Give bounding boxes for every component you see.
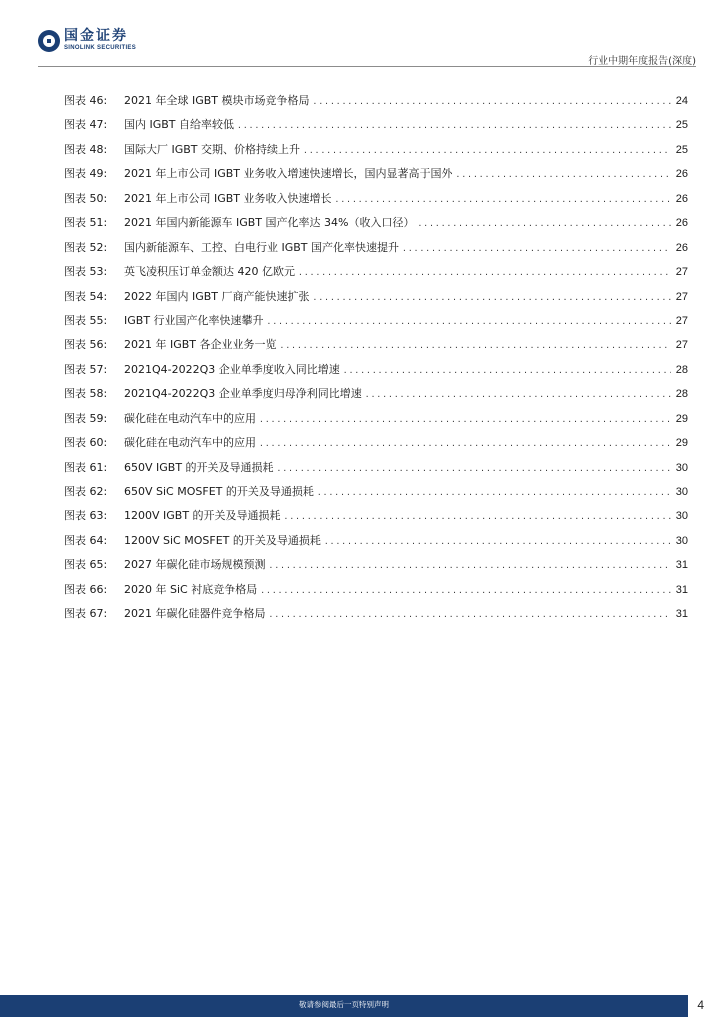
toc-entry-title: 国内新能源车、工控、白电行业 IGBT 国产化率快速提升 <box>124 240 400 254</box>
toc-entry[interactable] <box>64 312 688 336</box>
toc-entry-label: 图表 60: <box>64 436 108 450</box>
figure-list <box>64 92 688 630</box>
toc-leader-dots <box>456 170 671 179</box>
toc-entry-label: 图表 54: <box>64 289 108 303</box>
toc-leader-dots <box>259 415 671 424</box>
toc-entry-label: 图表 48: <box>64 142 108 156</box>
toc-entry-label: 图表 50: <box>64 191 108 205</box>
logo-chinese-name: 国金证券 <box>64 28 128 44</box>
toc-entry-title: 2021 年 IGBT 各企业业务一览 <box>124 338 277 352</box>
toc-entry-page: 27 <box>675 314 688 327</box>
toc-entry-label: 图表 49: <box>64 167 108 181</box>
toc-entry-title: 650V SiC MOSFET 的开关及导通损耗 <box>124 485 314 498</box>
toc-leader-dots <box>324 537 671 546</box>
toc-entry-label: 图表 63: <box>64 509 108 523</box>
toc-entry-page: 26 <box>675 241 688 254</box>
toc-entry-page: 26 <box>675 217 688 230</box>
toc-leader-dots <box>313 293 671 302</box>
toc-entry-page: 30 <box>675 534 688 547</box>
toc-leader-dots <box>267 317 671 326</box>
toc-entry-label: 图表 46: <box>64 94 108 107</box>
toc-entry-page: 27 <box>675 290 688 303</box>
toc-entry-label: 图表 66: <box>64 582 108 596</box>
toc-leader-dots <box>335 195 671 204</box>
toc-leader-dots <box>237 121 671 130</box>
toc-leader-dots <box>269 610 672 619</box>
toc-leader-dots <box>303 146 671 155</box>
toc-entry[interactable] <box>64 263 688 287</box>
toc-entry-title: 2027 年碳化硅市场规模预测 <box>124 558 266 572</box>
toc-leader-dots <box>259 439 671 448</box>
toc-entry-title: 2020 年 SiC 衬底竞争格局 <box>124 582 258 596</box>
toc-entry[interactable] <box>64 141 688 165</box>
toc-entry-label: 图表 57: <box>64 362 108 376</box>
toc-entry-title: 国内 IGBT 自给率较低 <box>124 118 235 132</box>
toc-entry[interactable] <box>64 92 688 116</box>
toc-entry-title: 2021Q4-2022Q3 企业单季度归母净利同比增速 <box>124 387 362 401</box>
toc-entry[interactable] <box>64 165 688 189</box>
toc-entry-label: 图表 67: <box>64 607 108 621</box>
company-logo <box>38 29 136 52</box>
toc-leader-dots <box>280 341 671 350</box>
toc-entry-page: 27 <box>675 266 688 279</box>
toc-entry-title: 英飞凌积压订单金额达 420 亿欧元 <box>124 265 295 279</box>
toc-leader-dots <box>402 244 671 253</box>
toc-leader-dots <box>343 366 671 375</box>
toc-entry[interactable] <box>64 605 688 629</box>
toc-entry-title: 1200V SiC MOSFET 的开关及导通损耗 <box>124 533 321 547</box>
toc-entry-page: 25 <box>675 119 688 132</box>
toc-entry[interactable] <box>64 434 688 458</box>
toc-leader-dots <box>365 390 671 399</box>
toc-entry-page: 26 <box>675 168 688 181</box>
toc-leader-dots <box>277 464 671 473</box>
toc-entry-page: 29 <box>675 412 688 425</box>
toc-entry-title: 2021 年国内新能源车 IGBT 国产化率达 34%（收入口径） <box>124 216 415 230</box>
toc-entry[interactable] <box>64 507 688 531</box>
toc-entry-title: 2021 年碳化硅器件竞争格局 <box>124 607 266 621</box>
toc-entry[interactable] <box>64 214 688 238</box>
toc-entry[interactable] <box>64 190 688 214</box>
toc-entry-label: 图表 55: <box>64 313 108 327</box>
toc-entry[interactable] <box>64 532 688 556</box>
toc-entry-title: 2022 年国内 IGBT 厂商产能快速扩张 <box>124 289 310 303</box>
toc-entry-page: 30 <box>675 461 688 474</box>
toc-entry-page: 31 <box>675 583 688 596</box>
toc-leader-dots <box>317 488 671 497</box>
logo-mark-icon <box>38 30 60 52</box>
toc-leader-dots <box>260 586 671 595</box>
toc-entry-label: 图表 53: <box>64 265 108 279</box>
toc-entry-title: 国际大厂 IGBT 交期、价格持续上升 <box>124 142 301 156</box>
page-header <box>0 0 724 70</box>
toc-entry[interactable] <box>64 581 688 605</box>
toc-entry[interactable] <box>64 556 688 580</box>
toc-entry-page: 29 <box>675 437 688 450</box>
toc-entry[interactable] <box>64 385 688 409</box>
toc-leader-dots <box>313 97 671 106</box>
toc-leader-dots <box>298 268 671 277</box>
toc-leader-dots <box>284 512 671 521</box>
page-number: 4 <box>697 998 704 1012</box>
toc-entry-page: 30 <box>675 486 688 498</box>
toc-entry-title: 2021 年上市公司 IGBT 业务收入增速快速增长，国内显著高于国外 <box>124 167 453 181</box>
toc-entry-label: 图表 59: <box>64 411 108 425</box>
toc-entry-label: 图表 62: <box>64 485 108 498</box>
report-type-label: 行业中期年度报告(深度) <box>588 56 696 67</box>
toc-entry-title: 碳化硅在电动汽车中的应用 <box>124 436 256 450</box>
toc-entry-title: 2021 年上市公司 IGBT 业务收入快速增长 <box>124 191 332 205</box>
toc-leader-dots <box>269 561 672 570</box>
toc-entry[interactable] <box>64 336 688 360</box>
toc-entry-page: 26 <box>675 192 688 205</box>
toc-entry-label: 图表 51: <box>64 216 108 230</box>
toc-entry-page: 24 <box>675 95 688 107</box>
toc-entry-title: 碳化硅在电动汽车中的应用 <box>124 411 256 425</box>
toc-entry[interactable] <box>64 116 688 140</box>
logo-english-name: SINOLINK SECURITIES <box>64 45 137 51</box>
toc-entry-page: 25 <box>675 143 688 156</box>
toc-entry[interactable] <box>64 288 688 312</box>
toc-entry-title: 2021 年全球 IGBT 模块市场竞争格局 <box>124 94 310 107</box>
toc-entry[interactable] <box>64 459 688 483</box>
toc-entry-label: 图表 47: <box>64 118 108 132</box>
header-divider <box>38 66 696 67</box>
toc-entry-label: 图表 64: <box>64 533 108 547</box>
toc-entry[interactable] <box>64 410 688 434</box>
toc-entry-page: 28 <box>675 388 688 401</box>
toc-entry[interactable] <box>64 361 688 385</box>
footer-disclaimer: 敬请参阅最后一页特别声明 <box>299 1000 389 1009</box>
toc-entry-label: 图表 61: <box>64 460 108 474</box>
toc-entry[interactable] <box>64 239 688 263</box>
toc-entry[interactable] <box>64 483 688 507</box>
toc-entry-label: 图表 58: <box>64 387 108 401</box>
toc-entry-label: 图表 65: <box>64 558 108 572</box>
toc-entry-page: 28 <box>675 363 688 376</box>
toc-entry-title: 2021Q4-2022Q3 企业单季度收入同比增速 <box>124 362 340 376</box>
toc-entry-title: IGBT 行业国产化率快速攀升 <box>124 313 264 327</box>
toc-entry-label: 图表 56: <box>64 338 108 352</box>
toc-entry-label: 图表 52: <box>64 240 108 254</box>
toc-entry-title: 650V IGBT 的开关及导通损耗 <box>124 460 274 474</box>
toc-entry-page: 31 <box>675 559 688 572</box>
toc-entry-title: 1200V IGBT 的开关及导通损耗 <box>124 509 281 523</box>
toc-entry-page: 30 <box>675 510 688 523</box>
toc-entry-page: 27 <box>675 339 688 352</box>
toc-entry-page: 31 <box>675 608 688 621</box>
toc-leader-dots <box>417 219 671 228</box>
